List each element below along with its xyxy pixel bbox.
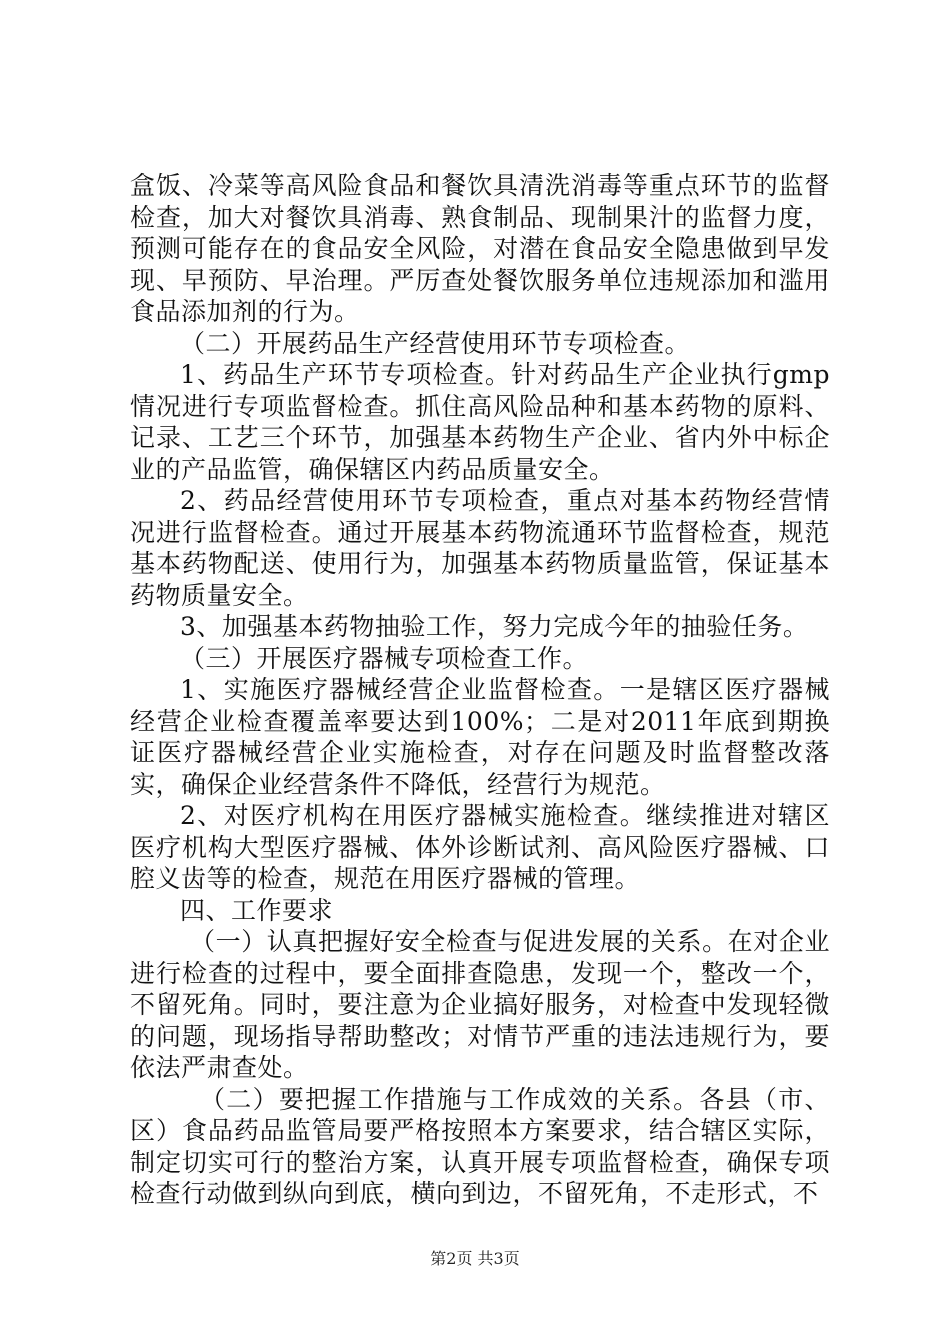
paragraph-pharma-distribution: 2、药品经营使用环节专项检查，重点对基本药物经营情况进行监督检查。通过开展基本药物流通环节监督检查，规范基本药物配送、使用行为，加强基本药物质量监管，保证基本药物质量安全。 [130,486,830,610]
paragraph-device-enterprise: 1、实施医疗器械经营企业监督检查。一是辖区医疗器械经营企业检查覆盖率要达到100%；二是对2011年底到期换证医疗器械经营企业实施检查，对存在问题及时监督整改落实，确保企业经营条件不降低，经营行为规范。 [130,675,830,799]
paragraph-pharma-sampling: 3、加强基本药物抽验工作，努力完成今年的抽验任务。 [180,612,809,641]
paragraph-device-institution: 2、对医疗机构在用医疗器械实施检查。继续推进对辖区医疗机构大型医疗器械、体外诊断试剂、高风险医疗器械、口腔义齿等的检查，规范在用医疗器械的管理。 [130,801,830,893]
paragraph-requirement-one: （一）认真把握好安全检查与促进发展的关系。在对企业进行检查的过程中，要全面排查隐患，发现一个，整改一个，不留死角。同时，要注意为企业搞好服务，对检查中发现轻微的问题，现场指导帮助整改；对情节严重的违法违规行为，要依法严肃查处。 [130,927,830,1082]
paragraph-continuation: 盒饭、冷菜等高风险食品和餐饮具清洗消毒等重点环节的监督检查，加大对餐饮具消毒、熟食制品、现制果汁的监督力度，预测可能存在的食品安全风险，对潜在食品安全隐患做到早发现、早预防、早治理。严厉查处餐饮服务单位违规添加和滥用食品添加剂的行为。 [130,171,830,326]
paragraph-requirement-two: （二）要把握工作措施与工作成效的关系。各县（市、区）食品药品监管局要严格按照本方案要求，结合辖区实际，制定切实可行的整治方案，认真开展专项监督检查，确保专项检查行动做到纵向到底，横向到边，不留死角，不走形式，不 [130,1084,830,1208]
section-heading-pharma-inspection: （二）开展药品生产经营使用环节专项检查。 [180,328,691,358]
page-number-footer: 第2页 共3页 [430,1249,520,1268]
section-heading-work-requirements: 四、工作要求 [180,895,334,925]
section-heading-device-inspection: （三）开展医疗器械专项检查工作。 [180,643,589,673]
document-body [130,170,830,1210]
paragraph-pharma-production: 1、药品生产环节专项检查。针对药品生产企业执行gmp情况进行专项监督检查。抓住高风险品种和基本药物的原料、记录、工艺三个环节，加强基本药物生产企业、省内外中标企业的产品监管，确保辖区内药品质量安全。 [130,360,830,484]
